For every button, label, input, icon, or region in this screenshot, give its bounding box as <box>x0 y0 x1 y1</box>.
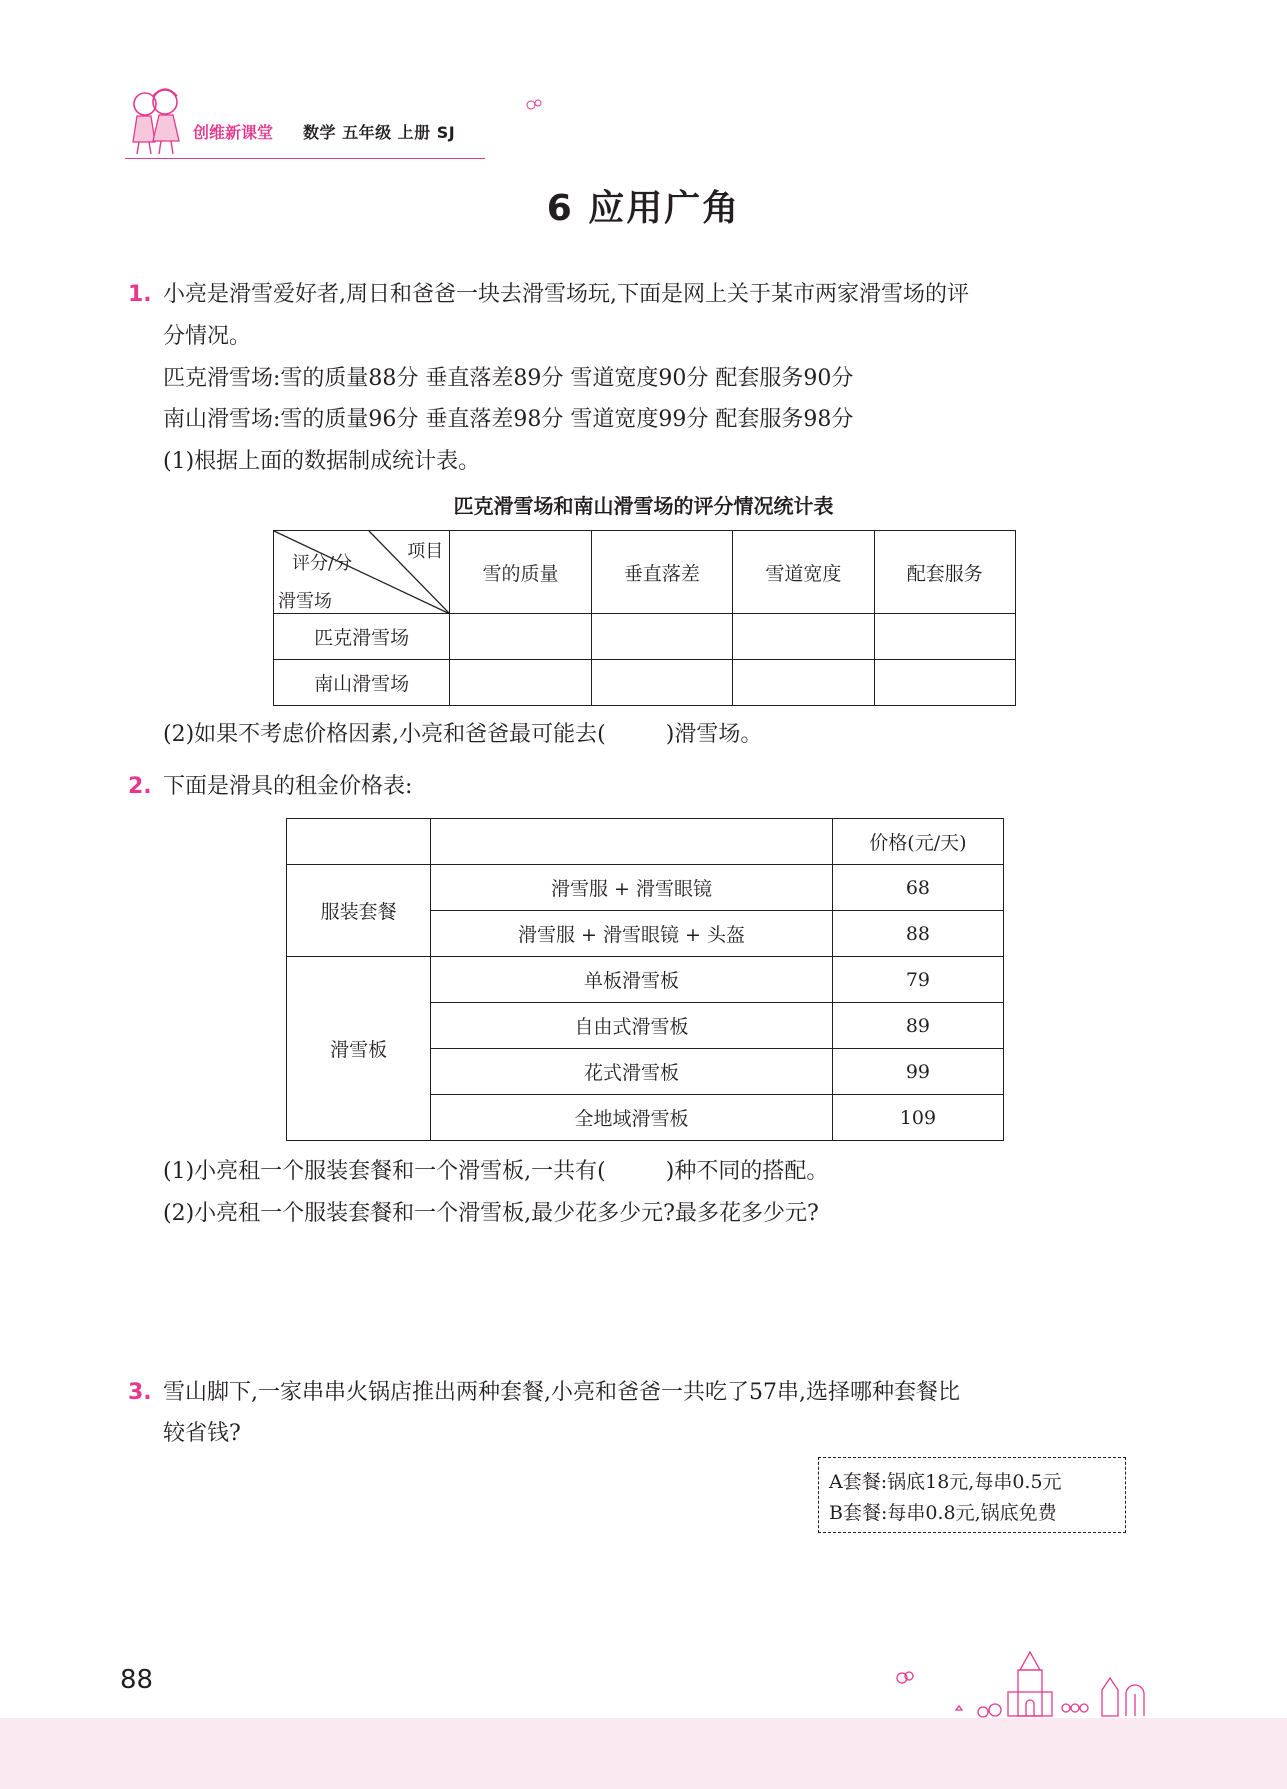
column-header: 雪的质量 <box>450 531 591 614</box>
answer-cell[interactable] <box>591 614 732 660</box>
package-a: A套餐:锅底18元,每串0.5元 <box>829 1471 1062 1493</box>
rental-price: 88 <box>832 911 1003 957</box>
group-label: 滑雪板 <box>287 957 431 1141</box>
question-2-sub-2: (2)小亮租一个服装套餐和一个滑雪板,最少花多少元?最多花多少元? <box>163 1201 819 1226</box>
header-empty-cell <box>287 819 431 865</box>
group-label: 服装套餐 <box>287 865 431 957</box>
question-2-intro: 下面是滑具的租金价格表: <box>163 774 413 799</box>
answer-cell[interactable] <box>450 614 591 660</box>
rental-item: 花式滑雪板 <box>431 1049 833 1095</box>
rental-price: 99 <box>832 1049 1003 1095</box>
question-2-number: 2. <box>128 774 152 799</box>
question-1-sub-1: (1)根据上面的数据制成统计表。 <box>163 449 481 474</box>
answer-cell[interactable] <box>874 660 1015 706</box>
book-series: 数学 五年级 上册 SJ <box>303 123 456 142</box>
rental-item: 滑雪服 + 滑雪眼镜 <box>431 865 833 911</box>
question-1-text-line-2: 分情况。 <box>163 324 252 349</box>
question-3-number: 3. <box>128 1380 152 1405</box>
price-header: 价格(元/天) <box>832 819 1003 865</box>
rental-item: 全地域滑雪板 <box>431 1095 833 1141</box>
corner-label-resort: 滑雪场 <box>278 591 332 612</box>
answer-cell[interactable] <box>733 660 874 706</box>
ski-resort-score-table <box>273 530 1016 706</box>
rental-price: 79 <box>832 957 1003 1003</box>
corner-label-item: 项目 <box>407 541 444 562</box>
rental-price: 89 <box>832 1003 1003 1049</box>
answer-cell[interactable] <box>450 660 591 706</box>
question-1-sub-2-suffix: )滑雪场。 <box>665 722 763 747</box>
flower-doodle-icon <box>525 97 545 113</box>
table-1-title: 匹克滑雪场和南山滑雪场的评分情况统计表 <box>453 494 834 518</box>
question-1-sub-2 <box>163 720 762 750</box>
column-header: 雪道宽度 <box>733 531 874 614</box>
page-title: 6 应用广角 <box>546 188 741 229</box>
table-row <box>287 865 1004 911</box>
column-header: 垂直落差 <box>591 531 732 614</box>
corner-label-score: 评分/分 <box>292 553 353 574</box>
answer-cell[interactable] <box>733 614 874 660</box>
package-info-box <box>818 1457 1126 1533</box>
answer-cell[interactable] <box>591 660 732 706</box>
rental-item: 滑雪服 + 滑雪眼镜 + 头盔 <box>431 911 833 957</box>
question-1-text-line-1: 小亮是滑雪爱好者,周日和爸爸一块去滑雪场玩,下面是网上关于某市两家滑雪场的评 <box>163 282 969 307</box>
question-2-sub-1-suffix: )种不同的搭配。 <box>665 1159 829 1184</box>
question-1-data-pike: 匹克滑雪场:雪的质量88分 垂直落差89分 雪道宽度90分 配套服务90分 <box>163 366 854 391</box>
header-empty-cell <box>431 819 833 865</box>
castle-doodle-icon <box>870 1650 1170 1718</box>
footer-band <box>0 1718 1287 1789</box>
rental-price-table <box>286 818 1004 1141</box>
rental-item: 自由式滑雪板 <box>431 1003 833 1049</box>
kids-logo-icon <box>125 82 187 156</box>
question-3-text-line-1: 雪山脚下,一家串串火锅店推出两种套餐,小亮和爸爸一共吃了57串,选择哪种套餐比 <box>163 1380 960 1405</box>
page-header <box>125 82 485 160</box>
column-header: 配套服务 <box>874 531 1015 614</box>
row-header: 匹克滑雪场 <box>274 614 450 660</box>
package-b: B套餐:每串0.8元,锅底免费 <box>829 1502 1057 1524</box>
row-header: 南山滑雪场 <box>274 660 450 706</box>
table-corner-cell <box>274 531 450 614</box>
page-number: 88 <box>120 1665 154 1695</box>
table-row <box>274 614 1016 660</box>
table-row <box>287 957 1004 1003</box>
question-2-sub-1-prefix: (1)小亮租一个服装套餐和一个滑雪板,一共有( <box>163 1159 606 1184</box>
rental-price: 109 <box>832 1095 1003 1141</box>
table-row <box>274 660 1016 706</box>
question-1-number: 1. <box>128 282 152 307</box>
rental-item: 单板滑雪板 <box>431 957 833 1003</box>
brand-name: 创维新课堂 <box>193 123 274 142</box>
question-2-sub-1 <box>163 1157 828 1187</box>
rental-price: 68 <box>832 865 1003 911</box>
question-3-text-line-2: 较省钱? <box>163 1421 241 1446</box>
question-1-data-nanshan: 南山滑雪场:雪的质量96分 垂直落差98分 雪道宽度99分 配套服务98分 <box>163 407 854 432</box>
question-1-sub-2-prefix: (2)如果不考虑价格因素,小亮和爸爸最可能去( <box>163 722 606 747</box>
header-divider <box>125 158 485 159</box>
answer-cell[interactable] <box>874 614 1015 660</box>
